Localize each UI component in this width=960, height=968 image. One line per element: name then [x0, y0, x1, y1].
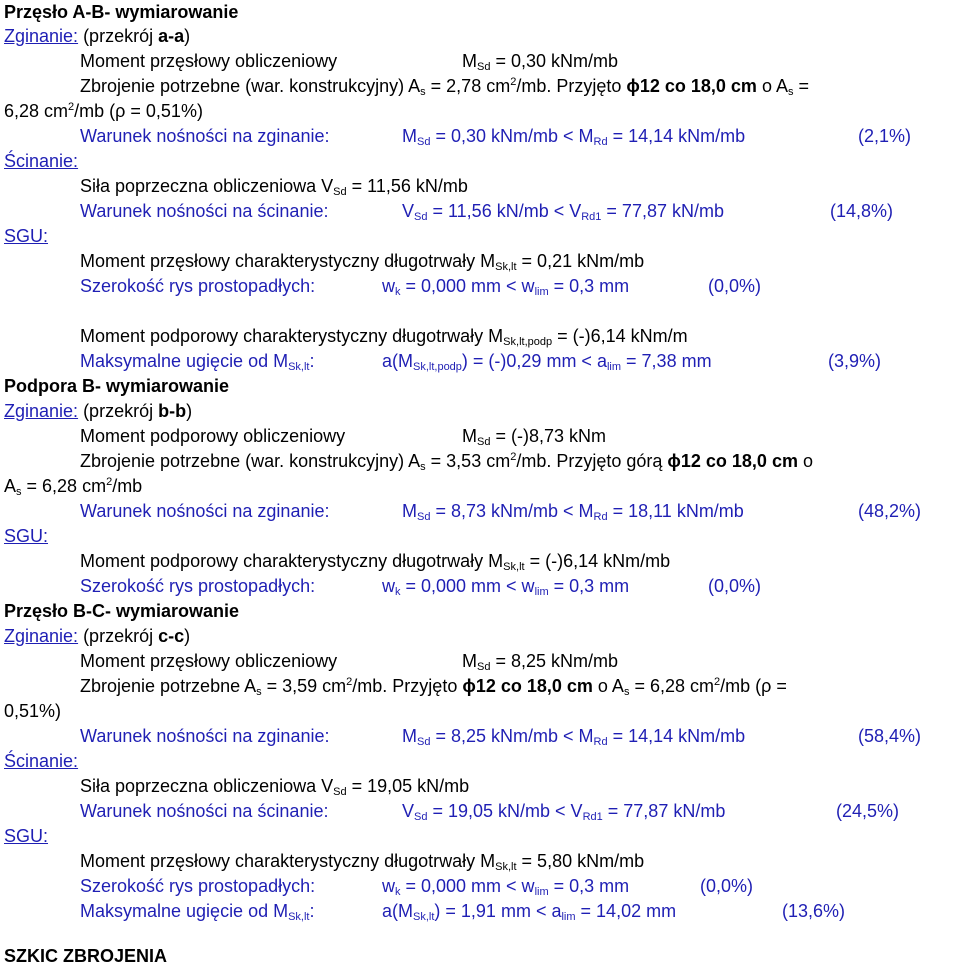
reinforcement-sketch-heading: SZKIC ZBROJENIA	[4, 946, 168, 966]
shear-force-line-ab: Siła poprzeczna obliczeniowa $V_{Sd} = 11,56$ kN/mb	[80, 176, 468, 198]
char-moment-line-b: Moment podporowy charakterystyczny długotrwały $M_{Sk,lt} = (-)6,14$ kNm/mb	[80, 551, 671, 573]
reinforcement-line-ab-cont: 6,28 $cm^2/mb$ (ρ = 0,51%)	[4, 101, 203, 121]
shear-force-line-bc: Siła poprzeczna obliczeniowa $V_{Sd} = 19,05$ kN/mb	[80, 776, 470, 798]
design-moment-line-b: Moment podporowy obliczeniowy $M_{Sd} = (-)8,73$ kNm	[80, 426, 606, 448]
bending-check-b: Warunek nośności na zginanie: $M_{Sd} = 8,73$ $kNm/mb < M_{Rd} = 18,11$ kNm/mb (48,2%)	[80, 501, 922, 523]
section-name: c-c	[158, 626, 185, 646]
deflection-line-ab: Maksymalne ugięcie od $M_{Sk,lt}$: $a(M_{Sk,lt,podp}) = (-)0,29$ mm < $a_{lim} = 7,38$ mm (3,9%)	[80, 351, 882, 373]
shear-label-ab: Ścinanie:	[4, 151, 79, 171]
section-name: a-a	[158, 26, 185, 46]
reinforcement-line-bc: Zbrojenie potrzebne $A_s = 3,59$ $cm^2/mb$. Przyjęto ϕ12 co 18,0 cm o $A_s = 6,28$ $cm^2/mb$ (ρ =	[80, 676, 787, 698]
bending-line-ab: Zginanie: (przekrój a-a)	[4, 26, 191, 46]
reinforcement-line-b: Zbrojenie potrzebne (war. konstrukcyjny) $A_s = 3,53$ $cm^2/mb$. Przyjęto górą ϕ12 co 18,0 cm o	[80, 451, 813, 473]
heading-span-ab: Przęsło A-B- wymiarowanie	[4, 2, 239, 22]
bending-label: Zginanie:	[4, 26, 79, 46]
sls-label-b: SGU:	[4, 526, 49, 546]
crack-width-line-b: Szerokość rys prostopadłych: $w_k = 0,000$ mm < $w_{lim} = 0,3$ mm (0,0%)	[80, 576, 762, 598]
bending-check-bc: Warunek nośności na zginanie: $M_{Sd} = 8,25$ $kNm/mb < M_{Rd} = 14,14$ kNm/mb (58,4%)	[80, 726, 922, 748]
crack-width-line-bc: Szerokość rys prostopadłych: $w_k = 0,000$ mm < $w_{lim} = 0,3$ mm (0,0%)	[80, 876, 754, 898]
section-name: b-b	[158, 401, 187, 421]
design-moment-line-bc: Moment przęsłowy obliczeniowy $M_{Sd} = 8,25$ kNm/mb	[80, 651, 619, 673]
shear-check-bc: Warunek nośności na ścinanie: $V_{Sd} = 19,05$ $kN/mb < V_{Rd1} = 77,87$ kN/mb (24,5%)	[80, 801, 900, 823]
heading-support-b: Podpora B- wymiarowanie	[4, 376, 230, 396]
bending-line-b: Zginanie: (przekrój b-b)	[4, 401, 193, 421]
shear-label-bc: Ścinanie:	[4, 751, 79, 771]
crack-width-line-ab: Szerokość rys prostopadłych: $w_k = 0,000$ mm < $w_{lim} = 0,3$ mm (0,0%)	[80, 276, 762, 298]
sls-label-ab: SGU:	[4, 226, 49, 246]
reinforcement-line-bc-cont: 0,51%)	[4, 701, 62, 721]
adopted-bars: ϕ12 co 18,0 cm	[462, 676, 593, 696]
bending-check-ab: Warunek nośności na zginanie: $M_{Sd} = 0,30$ $kNm/mb < M_{Rd} = 14,14$ kNm/mb (2,1%)	[80, 126, 912, 148]
support-moment-line-ab: Moment podporowy charakterystyczny długotrwały $M_{Sk,lt,podp} = (-)6,14$ kNm/m	[80, 326, 688, 348]
sls-label-bc: SGU:	[4, 826, 49, 846]
char-moment-line-ab: Moment przęsłowy charakterystyczny długotrwały $M_{Sk,lt} = 0,21$ kNm/mb	[80, 251, 645, 273]
adopted-bars: ϕ12 co 18,0 cm	[667, 451, 798, 471]
reinforcement-line-b-cont: $A_s = 6,28$ $cm^2/mb$	[4, 476, 143, 498]
shear-check-ab: Warunek nośności na ścinanie: $V_{Sd} = 11,56$ $kN/mb < V_{Rd1} = 77,87$ kN/mb (14,8%)	[80, 201, 894, 223]
reinforcement-line-ab: Zbrojenie potrzebne (war. konstrukcyjny) $A_s = 2,78$ $cm^2/mb$. Przyjęto ϕ12 co 18,0 cm o $A_s$ =	[80, 76, 809, 98]
bending-label: Zginanie:	[4, 401, 79, 421]
heading-span-bc: Przęsło B-C- wymiarowanie	[4, 601, 240, 621]
design-moment-line-ab: Moment przęsłowy obliczeniowy $M_{Sd} = 0,30$ kNm/mb	[80, 51, 619, 73]
adopted-bars: ϕ12 co 18,0 cm	[626, 76, 757, 96]
bending-label: Zginanie:	[4, 626, 79, 646]
deflection-line-bc: Maksymalne ugięcie od $M_{Sk,lt}$: $a(M_{Sk,lt}) = 1,91$ mm < $a_{lim} = 14,02$ mm (13,6%)	[80, 901, 846, 923]
char-moment-line-bc: Moment przęsłowy charakterystyczny długotrwały $M_{Sk,lt} = 5,80$ kNm/mb	[80, 851, 645, 873]
bending-line-bc: Zginanie: (przekrój c-c)	[4, 626, 191, 646]
